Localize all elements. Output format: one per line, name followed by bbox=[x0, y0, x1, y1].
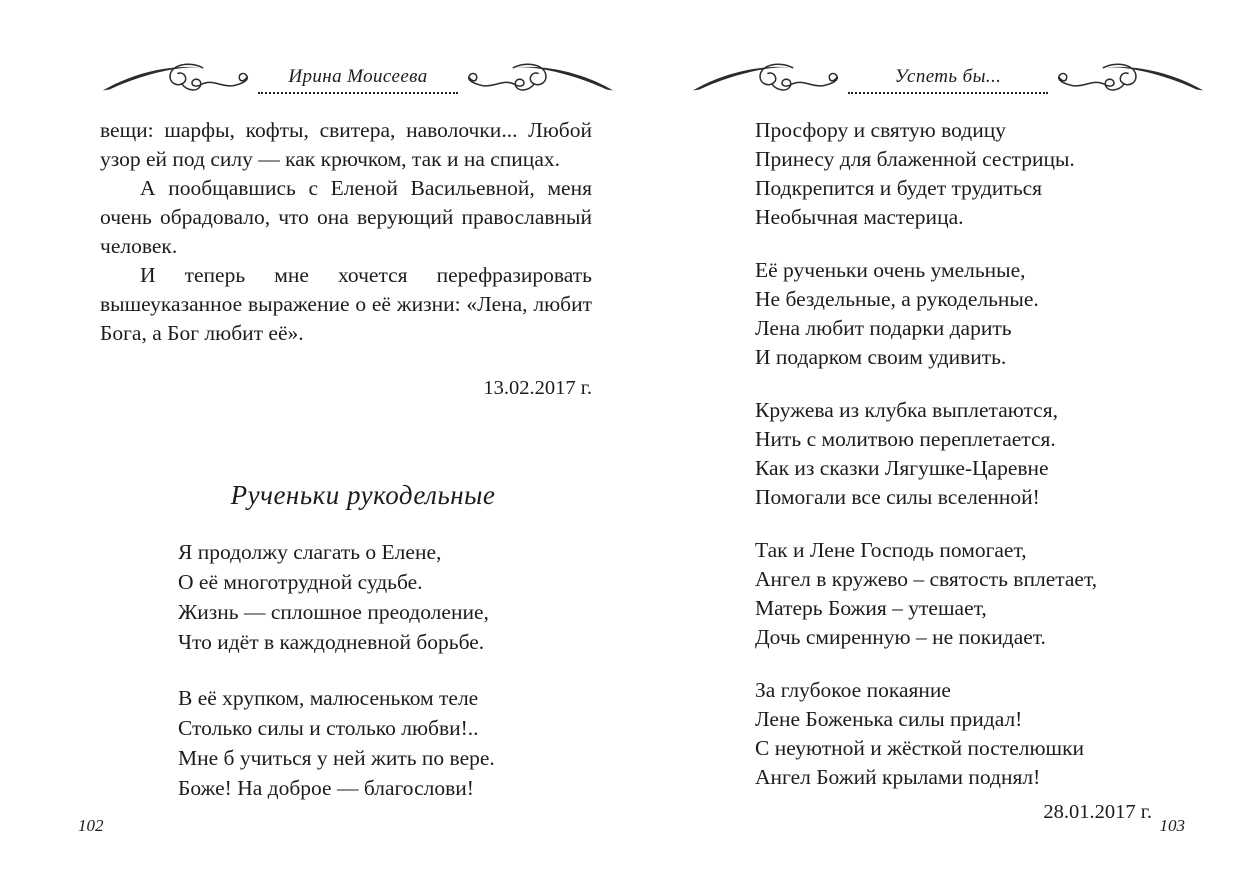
poem-line: Не бездельные, а рукодельные. bbox=[755, 287, 1039, 311]
page-left bbox=[100, 52, 592, 803]
poem-line: Лене Боженька силы придал! bbox=[755, 707, 1023, 731]
poem-line: Необычная мастерица. bbox=[755, 205, 964, 229]
poem-line: Ангел Божий крылами поднял! bbox=[755, 765, 1041, 789]
stanza bbox=[755, 536, 1156, 652]
poem-line: Мне б учиться у ней жить по вере. bbox=[178, 746, 495, 770]
page-header-right bbox=[690, 52, 1156, 108]
poem-line: Матерь Божия – утешает, bbox=[755, 596, 987, 620]
poem-line: И подарком своим удивить. bbox=[755, 345, 1007, 369]
poem-line: Принесу для блаженной сестрицы. bbox=[755, 147, 1075, 171]
stanza bbox=[755, 116, 1156, 232]
flourish-left-icon bbox=[690, 58, 842, 102]
poem-block bbox=[178, 537, 592, 803]
prose-block bbox=[100, 116, 592, 348]
stanza bbox=[178, 537, 592, 657]
page-number: 103 bbox=[1159, 816, 1185, 835]
dotted-rule-icon bbox=[848, 92, 1048, 94]
flourish-right-icon bbox=[1054, 58, 1206, 102]
poem-line: Что идёт в каждодневной борьбе. bbox=[178, 630, 485, 654]
poem-line: Помогали все силы вселенной! bbox=[755, 485, 1040, 509]
poem-line: Ангел в кружево – святость вплетает, bbox=[755, 567, 1098, 591]
page-right bbox=[690, 52, 1156, 824]
poem-line: Я продолжу слагать о Елене, bbox=[178, 540, 442, 564]
poem-line: Нить с молитвою переплетается. bbox=[755, 427, 1056, 451]
poem-line: Её рученьки очень умельные, bbox=[755, 258, 1026, 282]
header-center bbox=[842, 66, 1054, 94]
page-header-left bbox=[100, 52, 592, 108]
poem-line: С неуютной и жёсткой постелюшки bbox=[755, 736, 1085, 760]
paragraph: А пообщавшись с Еленой Васильевной, меня очень обрадовало, что она верующий православный человек. bbox=[100, 176, 592, 258]
paragraph: вещи: шарфы, кофты, свитера, наволочки... Любой узор ей под силу — как крючком, так и на спицах. bbox=[100, 118, 592, 171]
poem-date: 13.02.2017 г. bbox=[483, 377, 592, 399]
dotted-rule-icon bbox=[258, 92, 458, 94]
poem-line: Как из сказки Лягушке-Царевне bbox=[755, 456, 1049, 480]
poem-line: За глубокое покаяние bbox=[755, 678, 951, 702]
poem-line: Подкрепится и будет трудиться bbox=[755, 176, 1043, 200]
poem-line: О её многотрудной судьбе. bbox=[178, 570, 423, 594]
poem-line: Кружева из клубка выплетаются, bbox=[755, 398, 1058, 422]
paragraph: И теперь мне хочется перефразировать вышеуказанное выражение о её жизни: «Лена, любит Бога, а Бог любит её». bbox=[100, 263, 592, 345]
running-title-book: Успеть бы... bbox=[894, 66, 1002, 87]
flourish-left-icon bbox=[100, 58, 252, 102]
poem-line: Жизнь — сплошное преодоление, bbox=[178, 600, 489, 624]
page-number: 102 bbox=[78, 816, 104, 835]
poem-date: 28.01.2017 г. bbox=[1043, 801, 1152, 823]
stanza bbox=[755, 676, 1156, 792]
poem-line: Так и Лене Господь помогает, bbox=[755, 538, 1027, 562]
running-title-author: Ирина Моисеева bbox=[288, 66, 428, 87]
stanza bbox=[178, 683, 592, 803]
poem-line: Дочь смиренную – не покидает. bbox=[755, 625, 1046, 649]
stanza bbox=[755, 256, 1156, 372]
poem-line: Боже! На доброе — благослови! bbox=[178, 776, 474, 800]
poem-line: Просфору и святую водицу bbox=[755, 118, 1006, 142]
poem-line: Столько силы и столько любви!.. bbox=[178, 716, 479, 740]
header-center bbox=[252, 66, 464, 94]
poem-line: Лена любит подарки дарить bbox=[755, 316, 1012, 340]
poem-title: Рученьки рукодельные bbox=[230, 480, 496, 510]
flourish-right-icon bbox=[464, 58, 616, 102]
poem-block bbox=[755, 116, 1156, 792]
stanza bbox=[755, 396, 1156, 512]
poem-line: В её хрупком, малюсеньком теле bbox=[178, 686, 479, 710]
